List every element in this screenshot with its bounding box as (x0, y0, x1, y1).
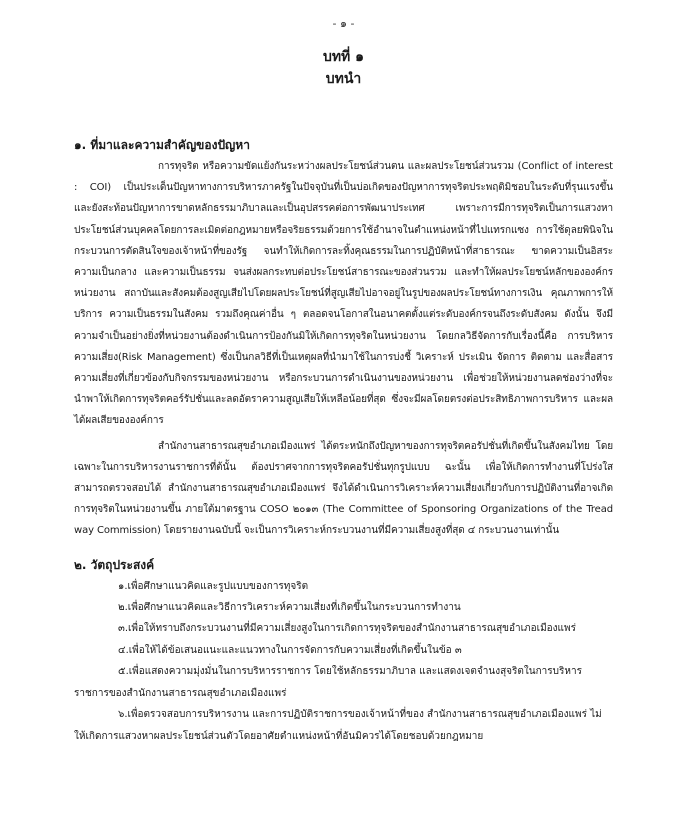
objective-text: ๑.เพื่อศึกษาแนวคิดและรูปแบบของการทุจริต (118, 580, 309, 592)
objective-item-5: ๕.เพื่อแสดงความมุ่งมั่นในการบริหารราชการ โดยใช้หลักธรรมาภิบาล และแสดงเจตจำนงสุจริตในการบริหารราชการของสำนักงานสาธารณสุขอำเภอเมืองแพร่ (74, 666, 582, 699)
background-paragraph-1: การทุจริต หรือความขัดแย้งกันระหว่างผลประโยชน์ส่วนตน และผลประโยชน์ส่วนรวม (Conflict of interest : COI) เป็นประเด็นปัญหาทางการบริหารภาครัฐในปัจจุบันที่เป็นบ่อเกิดของปัญหาการทุจริตประพฤติมิชอบในระดับที่รุนแรงขึ้น และยังสะท้อนปัญหาการขาดหลักธรรมาภิบาลและเป็นอุปสรรคต่อการพัฒนาประเทศ เพราะการมีการทุจริตเป็นการแสวงหาประโยชน์ส่วนบุคคลโดยการละเมิดต่อกฎหมายหรือจริยธรรมด้วยการใช้อำนาจในตำแหน่งหน้าที่ไปแทรกแซง การใช้ดุลยพินิจในกระบวนการตัดสินใจของเจ้าหน้าที่ของรัฐ จนทำให้เกิดการละทิ้งคุณธรรมในการปฏิบัติหน้าที่สาธารณะ ขาดความเป็นอิสระ ความเป็นกลาง และความเป็นธรรม จนส่งผลกระทบต่อประโยชน์สาธารณะของส่วนรวม และทำให้ผลประโยชน์หลักขององค์กร หน่วยงาน สถาบันและสังคมต้องสูญเสียไปโดยผลประโยชน์ที่สูญเสียไปอาจอยู่ในรูปของผลประโยชน์ทางการเงิน คุณภาพการให้บริการ ความเป็นธรรมในสังคม รวมถึงคุณค่าอื่น ๆ ตลอดจนโอกาสในอนาคตตั้งแต่ระดับองค์กรจนถึงระดับสังคม ดังนั้น จึงมีความจำเป็นอย่างยิ่งที่หน่วยงานต้องดำเนินการป้องกันมิให้เกิดการทุจริตในหน่วยงาน โดยกลวิธีจัดการกับเรื่องนี้คือ การบริหารความเสี่ยง(Risk Management) ซึ่งเป็นกลวิธีที่เป็นเหตุผลที่นำมาใช้ในการบ่งชี้ วิเคราะห์ ประเมิน จัดการ ติดตาม และสื่อสารความเสี่ยงที่เกี่ยวข้องกับกิจกรรมของหน่วยงาน หรือกระบวนการดำเนินงานของหน่วยงาน เพื่อช่วยให้หน่วยงานลดช่องว่างที่จะนำพาให้เกิดการทุจริตคอร์รัปชั่นและลดอัตราความสูญเสียให้เหลือน้อยที่สุด ซึ่งจะมีผลโดยตรงต่อประสิทธิภาพการบริหาร และผลได้ผลเสียขององค์การ (74, 161, 613, 427)
objective-item-1 (74, 576, 613, 597)
objective-item-4 (74, 640, 613, 661)
background-paragraph-2: สำนักงานสาธารณสุขอำเภอเมืองแพร่ ได้ตระหนักถึงปัญหาของการทุจริตคอรัปชั่นที่เกิดขึ้นในสังคมไทย โดยเฉพาะในการบริหารงานราชการที่ต้นั้น ต้องปราศจากการทุจริตคอรัปชั่นทุกรูปแบบ ฉะนั้น เพื่อให้เกิดการทำงานที่โปร่งใส สามารถตรวจสอบได้ สำนักงานสาธารณสุขอำเภอเมืองแพร่ จึงได้ดำเนินการวิเคราะห์ความเสี่ยงเกี่ยวกับการปฏิบัติงานที่อาจเกิดการทุจริตในหน่วยงานขึ้น ภายใต้มาตรฐาน COSO ๒๐๑๓ (The Committee of Sponsoring Organizations of the Tread way Commission) โดยรายงานฉบับนี้ จะเป็นการวิเคราะห์กระบวนงานที่มีความเสี่ยงสูงที่สุด ๔ กระบวนงานเท่านั้น (74, 440, 613, 537)
page-number: - ๑ - (332, 17, 355, 30)
section-heading-objectives: ๒. วัตถุประสงค์ (74, 557, 155, 572)
objective-text: ๔.เพื่อให้ได้ข้อเสนอแนะและแนวทางในการจัดการกับความเสี่ยงที่เกิดขึ้นในข้อ ๓ (118, 644, 462, 656)
objective-text: ๒.เพื่อศึกษาแนวคิดและวิธีการวิเคราะห์ความเสี่ยงที่เกิดขึ้นในกระบวนการทำงาน (118, 602, 461, 614)
chapter-title: บทนำ (325, 71, 362, 87)
chapter-number: บทที่ ๑ (322, 49, 365, 65)
objective-item-2 (74, 597, 613, 618)
section-heading-background: ๑. ที่มาและความสำคัญของปัญหา (74, 138, 250, 152)
objective-item-3: ๓.เพื่อให้ทราบถึงกระบวนงานที่มีความเสี่ยงสูงในการเกิดการทุจริตของสำนักงานสาธารณสุขอำเภอเมืองแพร่ (118, 623, 576, 635)
objective-item-6: ๖.เพื่อตรวจสอบการบริหารงาน และการปฏิบัติราชการของเจ้าหน้าที่ของ สำนักงานสาธารณสุขอำเภอเมืองแพร่ ไม่ให้เกิดการแสวงหาผลประโยชน์ส่วนตัวโดยอาศัยตำแหน่งหน้าที่อันมิควรได้โดยชอบด้วยกฎหมาย (74, 709, 602, 742)
